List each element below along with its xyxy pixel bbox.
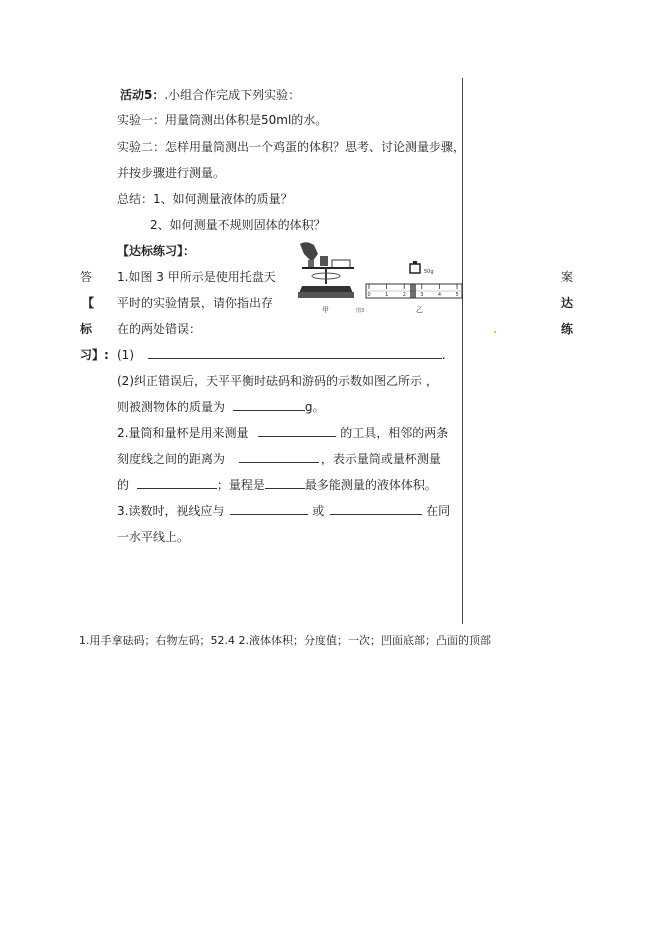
- experiment-1: 实验一：用量筒测出体积是50ml的水。: [117, 113, 328, 127]
- q3-line1: [117, 502, 450, 519]
- q2-line3-prefix: 的: [117, 478, 130, 492]
- summary-1: 总结：1、如何测量液体的质量？: [117, 192, 293, 206]
- left-margin-char-2: 【: [82, 296, 95, 310]
- q3-line1-mid: 或: [312, 504, 325, 518]
- q3-blank-2[interactable]: [330, 502, 422, 515]
- q1-line1: 1.如图 3 甲所示是使用托盘天: [117, 270, 276, 284]
- experiment-2-line1: 实验二：怎样用量筒测出一个鸡蛋的体积？思考、讨论测量步骤，: [117, 140, 466, 154]
- q3-line1-suffix: 在同: [426, 504, 451, 518]
- ruler-tick-label: 0: [367, 292, 371, 298]
- left-margin-char-4: 习】:: [80, 348, 109, 362]
- q3-blank-1[interactable]: [230, 502, 308, 515]
- q1-answer-blank[interactable]: [148, 346, 442, 359]
- q1b-mass-blank[interactable]: [233, 398, 305, 411]
- q2-blank-3[interactable]: [137, 476, 217, 489]
- q2-line3-mid: ；量程是: [216, 478, 265, 492]
- q1b-line2: [117, 398, 324, 415]
- q1-line3: 在的两处错误：: [117, 322, 202, 336]
- activity-title: 活动5：: [120, 88, 165, 102]
- q1b-line1: (2)纠正错误后，天平平衡时砝码和游码的示数如图乙所示 ，: [117, 374, 438, 388]
- q2-line1: [117, 424, 448, 441]
- q1-blank-row: [117, 346, 446, 362]
- q3-line2: 一水平线上。: [117, 530, 190, 544]
- figure-3: [292, 240, 464, 316]
- q3-line1-prefix: 3.读数时，视线应与: [117, 504, 225, 518]
- column-divider: [462, 78, 463, 624]
- balance-illustration: [298, 242, 354, 298]
- q1b-unit: g。: [304, 400, 325, 414]
- q2-line2-suffix: ，表示量筒或量杯测量: [320, 452, 441, 466]
- figure-label-number: 图3: [356, 308, 365, 314]
- q2-line1-prefix: 2.量筒和量杯是用来测量: [117, 426, 249, 440]
- q2-line1-suffix: 的工具，相邻的两条: [340, 426, 449, 440]
- q2-line2: [117, 450, 441, 467]
- ruler-tick-label: 4: [437, 292, 442, 298]
- figure-label-yi: 乙: [416, 306, 423, 314]
- q2-blank-4[interactable]: [265, 476, 305, 489]
- left-margin-char-3: 标: [80, 322, 93, 336]
- weight-label: 50g: [424, 269, 434, 275]
- ruler-illustration: [366, 284, 462, 298]
- q2-blank-2[interactable]: [239, 450, 319, 463]
- q2-line3-suffix: 最多能测量的液体体积。: [304, 478, 437, 492]
- weight-illustration: [410, 261, 420, 273]
- left-margin-char-1: 答: [80, 270, 93, 284]
- stray-mark: [494, 331, 496, 333]
- practice-title: 【达标练习】：: [117, 244, 196, 258]
- right-margin-char-2: 达: [561, 296, 574, 310]
- right-margin-char-1: 案: [561, 270, 574, 284]
- figure-label-jia: 甲: [322, 306, 329, 314]
- answer-key: 1.用手拿砝码；右物左码；52.4 2.液体体积；分度值；一次；凹面底部；凸面的顶部: [79, 634, 491, 647]
- q1-blank-prefix: (1): [117, 348, 134, 362]
- ruler-tick-label: 2: [402, 292, 406, 298]
- q2-line2-prefix: 刻度线之间的距离为: [117, 452, 226, 466]
- activity-heading: [120, 86, 300, 103]
- right-margin-char-3: 练: [561, 322, 574, 336]
- q1-blank-suffix: .: [441, 348, 446, 362]
- ruler-tick-label: 5: [455, 292, 459, 298]
- experiment-2-line2: 并按步骤进行测量。: [117, 166, 226, 180]
- ruler-tick-label: 3: [420, 292, 424, 298]
- q1b-prefix: 则被测物体的质量为: [117, 400, 226, 414]
- q1-line2: 平时的实验情景，请你指出存: [117, 296, 274, 310]
- summary-2: 2、如何测量不规则固体的体积？: [150, 218, 326, 232]
- q2-line3: [117, 476, 437, 493]
- q2-blank-1[interactable]: [258, 424, 336, 437]
- ruler-tick-label: 1: [385, 292, 389, 298]
- activity-intro: .小组合作完成下列实验：: [164, 88, 301, 102]
